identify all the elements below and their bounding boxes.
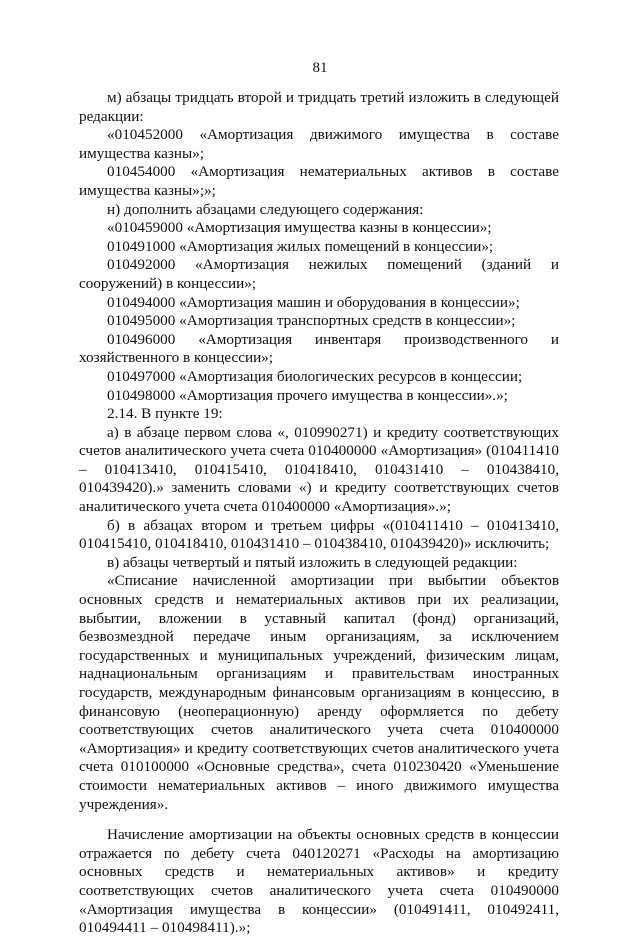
paragraph: «010459000 «Амортизация имущества казны в концессии»; — [107, 219, 492, 237]
document-body — [79, 89, 559, 938]
paragraph: 010498000 «Амортизация прочего имущества в концессии».»; — [107, 386, 508, 404]
paragraph: Начисление амортизации на объекты основных средств в концессии отражается по дебету счета 040120271 «Расходы на амортизацию основных средств и нематериальных активов» и кредиту соответствующих счетов аналитического учета счета 010490000 «Амортизация имущества в концессии» (010491411, 010492411, 010494411 – 010498411).»; — [79, 826, 559, 937]
paragraph: в) абзацы четвертый и пятый изложить в следующей редакции: — [107, 553, 518, 571]
paragraph: а) в абзаце первом слова «, 010990271) и кредиту соответствующих счетов аналитического учета счета 010400000 «Амортизация» (010411410 – 010413410, 010415410, 010418410, 010431410 – 010438410, 010439420).» заменить словами «) и кредиту соответствующих счетов аналитического учета счета 010400000 «Амортизация».»; — [79, 423, 559, 516]
paragraph: «010452000 «Амортизация движимого имущества в составе имущества казны»; — [79, 126, 559, 162]
paragraph: 010497000 «Амортизация биологических ресурсов в концессии; — [107, 367, 523, 385]
paragraph: 010491000 «Амортизация жилых помещений в концессии»; — [107, 237, 494, 255]
paragraph: 010496000 «Амортизация инвентаря производственного и хозяйственного в концессии»; — [79, 330, 559, 367]
paragraph: м) абзацы тридцать второй и тридцать третий изложить в следующей редакции: — [79, 89, 559, 125]
paragraph: б) в абзацах втором и третьем цифры «(010411410 – 010413410, 010415410, 010418410, 010431410 – 010438410, 010439420)» исключить; — [79, 516, 559, 553]
page-number: 81 — [312, 60, 328, 76]
paragraph: 010454000 «Амортизация нематериальных активов в составе имущества казны»;»; — [79, 163, 559, 199]
paragraph: 010492000 «Амортизация нежилых помещений (зданий и сооружений) в концессии»; — [79, 256, 559, 292]
paragraph: 010495000 «Амортизация транспортных средств в концессии»; — [107, 312, 516, 330]
paragraph: «Списание начисленной амортизации при выбытии объектов основных средств и нематериальных активов при их реализации, выбытии, вложении в уставный капитал (фонд) организаций, безвозмездной передаче иным организациям, за исключением государственных и муниципальных учреждений, физическим лицам, наднациональным организациям и правительствам иностранных государств, международным финансовым организациям в концессию, в финансовую (неоперационную) аренду оформляется по дебету соответствующих счетов аналитического учета счета 010400000 «Амортизация» и кредиту соответствующих счетов аналитического учета счета 010100000 «Основные средства», счета 010230420 «Уменьшение стоимости нематериальных активов – иного движимого имущества учреждения». — [79, 572, 559, 813]
paragraph: 010494000 «Амортизация машин и оборудования в концессии»; — [107, 293, 520, 311]
paragraph: 2.14. В пункте 19: — [107, 405, 223, 423]
paragraph: н) дополнить абзацами следующего содержания: — [107, 200, 424, 218]
